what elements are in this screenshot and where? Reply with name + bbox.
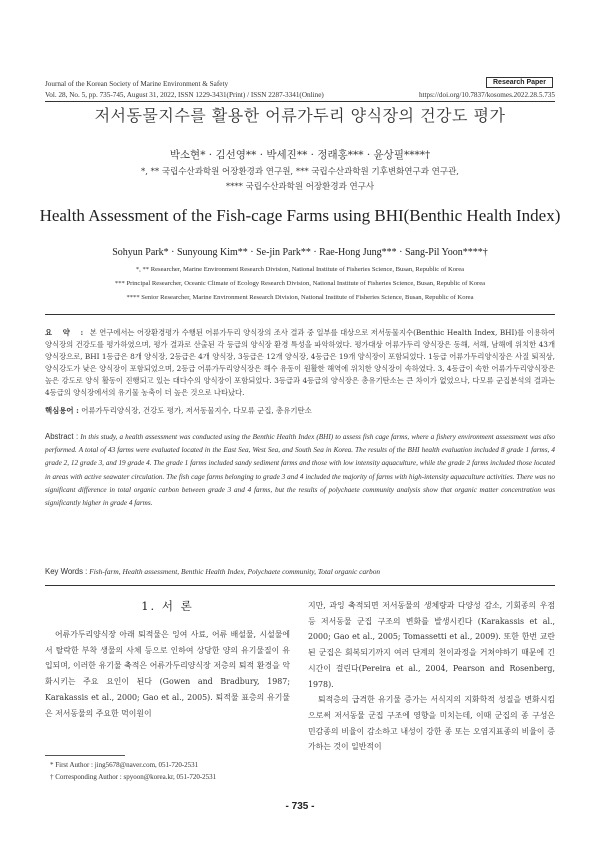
footnote-first-author: * First Author : jing5678@naver.com, 051-720-2531 (50, 761, 199, 769)
affiliation-korean-2: **** 국립수산과학원 어장환경과 연구사 (225, 182, 375, 192)
abstract-english (45, 430, 555, 510)
abstract-english-label: Abstract : (45, 432, 79, 441)
authors-korean: 박소현* · 김선영** · 박세진** · 정래홍*** · 윤상필****† (169, 149, 431, 161)
page-number: - 735 - (285, 801, 315, 812)
body-right-paragraph-2: 퇴적층의 급격한 유기물 증가는 서식지의 지화학적 성질을 변화시킴으로써 저서동물 군집 구조에 영향을 미치는데, 이때 군집의 종 구성은 민감종의 비율이 감소하고 내성이 강한 종 또는 오염지표종의 비율이 증가하는 것이 일반적이 (308, 695, 555, 752)
keywords-english-label: Key Words : (45, 567, 88, 576)
abstract-korean-text: 본 연구에서는 어장환경평가 수행된 어류가두리 양식장의 조사 결과 중 일부를 대상으로 저서동물지수(Benthic Health Index, BHI)를 이용하여 양식장의 건강도를 평가하였으며, 평가 결과로 산출된 각 등급의 양식장 환경 특성을 파악하였다. 평가대상 어류가두리 양식장은 동해, 서해, 남해에 위치한 43개 양식장으로, BHI 1등급은 8개 양식장, 2등급은 4개 양식장, 3등급은 12개 양식장, 4등급은 19개 양식장이 포함되었다. 1등급 어류가두리양식장은 사질 퇴적상, 양식강도가 낮은 양식장이 포함되었으며, 2등급 어류가두리양식장은 해수 유동이 원활한 해역에 위치한 양식장이 속하였다. 3, 4등급이 속한 어류가두리양식장은 높은 강도로 양식 활동이 진행되고 있는 대다수의 양식장이 포함되었다. 3등급과 4등급의 양식장은 총유기탄소는 큰 차이가 없었으나, 다모류 군집분석의 결과는 4등급의 양식장에서의 유기물 농축이 더 높은 것으로 나타났다. (45, 328, 555, 397)
footnote-corresponding-author: † Corresponding Author : spyoon@korea.kr, 051-720-2531 (50, 773, 217, 781)
affiliation-english-3: **** Senior Researcher, Marine Environment Research Division, National Institute of Fisheries Science, Busan, Republic of Korea (126, 294, 474, 301)
doi-link[interactable]: https://doi.org/10.7837/kosomes.2022.28.5.735 (418, 91, 555, 99)
journal-name: Journal of the Korean Society of Marine Environment & Safety (45, 80, 229, 88)
affiliation-english-1: *, ** Researcher, Marine Environment Research Division, National Institute of Fisheries Science, Busan, Republic of Korea (135, 266, 465, 273)
body-left-column: 어류가두리양식장 아래 퇴적물은 잉여 사료, 어류 배설물, 시설물에서 탈락한 부착 생물의 사체 등으로 인하여 상당한 양의 유기물질이 유입되며, 이러한 유기물 축적은 어류가두리양식장 저층의 퇴적 환경을 악화시키는 주요 요인이 된다 (Gowen and Bradbury, 1987; Karakassis et al., 2000; Gao et al., 2005). 퇴적물 표층의 유기물은 저서동물의 주요한 먹이원이 (45, 630, 290, 718)
affiliation-korean-1: *, ** 국립수산과학원 어장환경과 연구원, *** 국립수산과학원 기후변화연구과 연구관, (141, 167, 459, 177)
keywords-korean (45, 405, 312, 416)
keywords-korean-label: 핵심용어 : (45, 406, 79, 415)
body-right-paragraph-1: 지만, 과잉 축적되면 저서동물의 생체량과 다양성 감소, 기회종의 우점 등 저서동물 군집 구조의 변화를 발생시킨다 (Karakassis et al., 2000; Gao et al., 2005; Tomassetti et al., 2009). 또한 한번 교란된 군집은 회복되기까지 여러 단계의 천이과정을 거쳐야하기 때문에 긴 시간이 걸린다(Pereira et al., 2004, Pearson and Rosenberg, 1978). (308, 601, 555, 689)
issue-info: Vol. 28, No. 5, pp. 735-745, August 31, 2022, ISSN 1229-3431(Print) / ISSN 2287-3341(Online) (45, 91, 324, 99)
abstract-korean (45, 327, 555, 399)
abstract-korean-label: 요 약 : (45, 328, 88, 337)
footnote-rule (45, 755, 125, 756)
abstract-english-text: In this study, a health assessment was conducted using the Benthic Health Index (BHI) to assess fish cage farms, where a fishery environment assessment was also performed. A total of 43 farms were evaluated located in the East Sea, West Sea, and South Sea in Korea. The results of the BHI health evaluation included 8 grade 1 farms, 4 grade 2, 12 grade 3, and 19 grade 4. The grade 1 farms included sandy sediment farms and those with low intensity aquaculture, while the grade 2 farms included those located in areas with active seawater circulation. The fish cage farms belonging to grade 3 and 4 included the majority of farms with high-intensity aquaculture activities. There was no significant difference in total organic carbon between grade 3 and 4 farms, but the results of polychaete community analysis show that organic matter concentration was significantly higher in grade 4 farms. (45, 433, 556, 508)
keywords-english-text: Fish-farm, Health assessment, Benthic Health Index, Polychaete community, Total organic carbon (89, 567, 381, 576)
section-heading: 1. 서 론 (141, 599, 194, 613)
body-right-column (308, 598, 555, 755)
header-divider (45, 101, 555, 102)
paper-title-korean: 저서동물지수를 활용한 어류가두리 양식장의 건강도 평가 (94, 106, 506, 125)
keywords-korean-text: 어류가두리양식장, 건강도 평가, 저서동물지수, 다모류 군집, 총유기탄소 (81, 406, 312, 415)
paper-title-english: Health Assessment of the Fish-cage Farms using BHI(Benthic Health Index) (39, 206, 561, 225)
abstract-divider (45, 585, 555, 586)
research-paper-badge: Research Paper (486, 77, 553, 88)
authors-english: Sohyun Park* · Sunyoung Kim** · Se-jin Park** · Rae-Hong Jung*** · Sang-Pil Yoon****† (112, 247, 488, 258)
title-divider (45, 314, 555, 315)
keywords-english (45, 567, 380, 576)
affiliation-english-2: *** Principal Researcher, Oceanic Climate of Ecology Research Division, National Institute of Fisheries Science, Busan, Republic of Korea (114, 280, 486, 287)
